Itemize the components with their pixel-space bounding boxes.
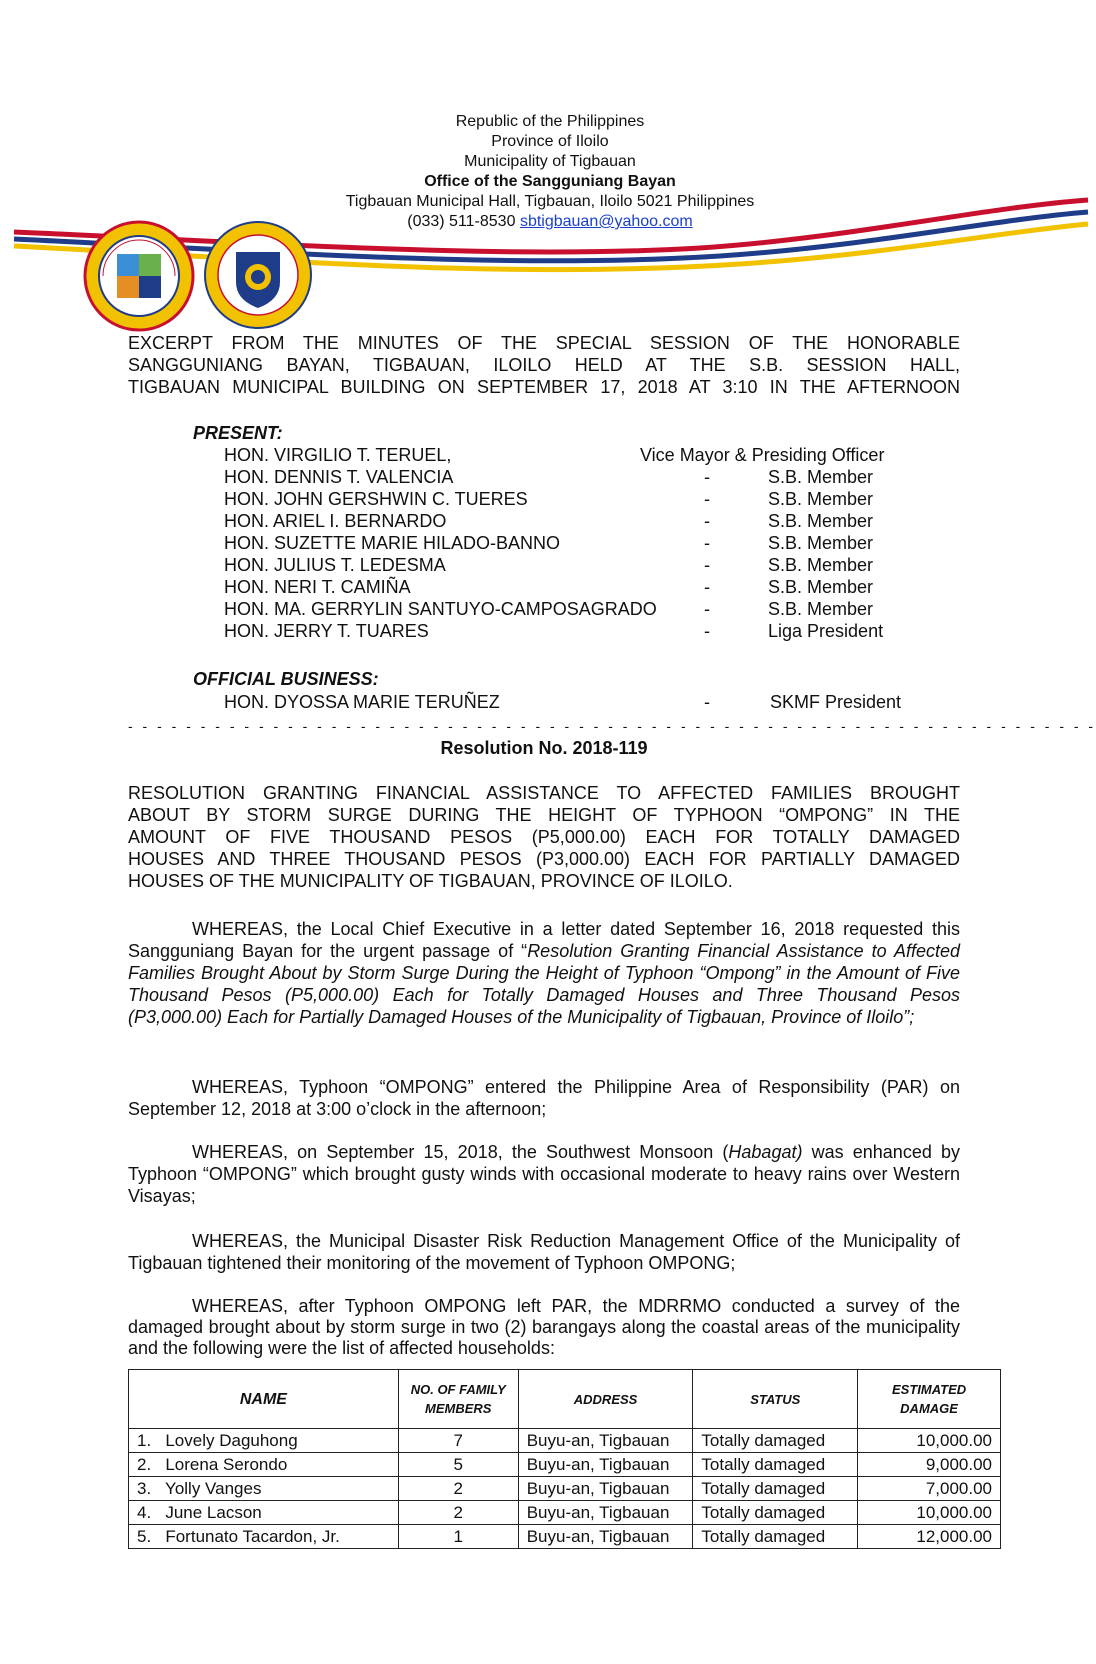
cell-address: Buyu-an, Tigbauan [518,1501,693,1525]
attendee-role: Liga President [768,621,884,641]
cell-estimated-damage: 9,000.00 [858,1453,1001,1477]
whereas-3-italic: Habagat) [728,1142,803,1162]
attendee-dash: - [704,621,710,641]
affected-households-table [128,1369,1001,1549]
attendee-role: S.B. Member [768,489,874,509]
letterhead-municipality: Municipality of Tigbauan [464,153,636,170]
cell-status: Totally damaged [693,1477,858,1501]
cell-address: Buyu-an, Tigbauan [518,1453,693,1477]
table-row [129,1501,1001,1525]
cell-name: 5. Fortunato Tacardon, Jr. [129,1525,399,1549]
whereas-1-italic: Resolution Granting Financial Assistance to Affected Families Brought About by Storm Surge During the Height of Typhoon “Ompong” in the Amount of Five Thousand Pesos (P5,000.00) Each for Totally Damaged Houses and Three Thousand Pesos (P3,000.00) Each for Partially Damaged Houses of the Municipality of Tigbauan, Province of Iloilo”; [128,941,961,1027]
resolution-title-line: RESOLUTION GRANTING FINANCIAL ASSISTANCE TO AFFECTED FAMILIES BROUGHT [128,783,960,803]
column-header-family-members: NO. OF FAMILY MEMBERS [398,1370,518,1429]
cell-status: Totally damaged [693,1501,858,1525]
attendee-role: S.B. Member [768,599,874,619]
cell-address: Buyu-an, Tigbauan [518,1429,693,1453]
attendee-name: HON. JOHN GERSHWIN C. TUERES [224,489,528,509]
table-row [129,1453,1001,1477]
attendee-row [224,555,964,577]
whereas-1-text: WHEREAS, the Local Chief Executive in a letter dated September 16, 2018 requested this Sangguniang Bayan for the urgent passage of “ [128,919,960,961]
cell-name: 1. Lovely Daguhong [129,1429,399,1453]
attendee-row [224,621,964,643]
excerpt-heading [128,332,960,398]
attendee-dash: - [704,511,710,531]
attendee-name: HON. DENNIS T. VALENCIA [224,467,454,487]
table-header-row [129,1370,1001,1429]
attendee-dash: - [704,599,710,619]
attendee-role: S.B. Member [768,511,874,531]
letterhead-office: Office of the Sangguniang Bayan [424,173,676,190]
table-row [129,1477,1001,1501]
attendee-row [224,467,964,489]
attendee-role: S.B. Member [768,555,874,575]
attendee-row [224,692,964,714]
resolution-title-line: ABOUT BY STORM SURGE DURING THE HEIGHT OF TYPHOON “OMPONG” IN THE [128,805,960,825]
cell-address: Buyu-an, Tigbauan [518,1525,693,1549]
attendee-row [224,577,964,599]
present-label: PRESENT: [193,423,283,443]
attendee-dash: - [704,489,710,509]
letterhead-contact [250,212,850,232]
excerpt-line-2: SANGGUNIANG BAYAN, TIGBAUAN, ILOILO HELD AT THE S.B. SESSION HALL, [128,355,960,375]
cell-name: 4. June Lacson [129,1501,399,1525]
sangguniang-bayan-seal-icon [203,220,313,330]
attendee-dash: - [704,577,710,597]
cell-status: Totally damaged [693,1429,858,1453]
cell-address: Buyu-an, Tigbauan [518,1477,693,1501]
attendee-role: S.B. Member [768,577,874,597]
resolution-title-line: HOUSES OF THE MUNICIPALITY OF TIGBAUAN, PROVINCE OF ILOILO. [128,871,733,891]
attendee-name: HON. NERI T. CAMIÑA [224,577,411,597]
attendee-role: SKMF President [770,692,902,712]
attendee-role: Vice Mayor & Presiding Officer [640,445,885,465]
attendee-row [224,533,964,555]
letterhead-email-link[interactable]: sbtigbauan@yahoo.com [519,213,693,230]
attendee-row [224,489,964,511]
whereas-clause-1 [128,918,960,1028]
resolution-number: Resolution No. 2018-119 [440,738,648,758]
attendee-row [224,445,964,467]
resolution-title-line: AMOUNT OF FIVE THOUSAND PESOS (P5,000.00) EACH FOR TOTALLY DAMAGED [128,827,960,847]
whereas-clause-3 [128,1141,960,1207]
letterhead [250,112,850,232]
cell-estimated-damage: 10,000.00 [858,1429,1001,1453]
attendee-name: HON. JULIUS T. LEDESMA [224,555,446,575]
whereas-clause-2: WHEREAS, Typhoon “OMPONG” entered the Philippine Area of Responsibility (PAR) on September 12, 2018 at 3:00 o’clock in the afternoon; [128,1077,960,1119]
attendee-dash: - [704,692,710,712]
attendee-name: HON. DYOSSA MARIE TERUÑEZ [224,692,500,712]
cell-status: Totally damaged [693,1525,858,1549]
municipality-seal-icon [83,220,195,332]
letterhead-address: Tigbauan Municipal Hall, Tigbauan, Iloilo 5021 Philippines [345,193,755,210]
cell-estimated-damage: 7,000.00 [858,1477,1001,1501]
attendee-name: HON. ARIEL I. BERNARDO [224,511,447,531]
attendee-name: HON. JERRY T. TUARES [224,621,429,641]
column-header-address: ADDRESS [518,1370,693,1429]
cell-estimated-damage: 10,000.00 [858,1501,1001,1525]
whereas-clause-5: WHEREAS, after Typhoon OMPONG left PAR, the MDRRMO conducted a survey of the damaged brought about by storm surge in two (2) barangays along the coastal areas of the municipality and the following were the list of affected households: [128,1296,960,1358]
attendee-role: S.B. Member [768,533,874,553]
letterhead-province: Province of Iloilo [491,133,609,150]
column-header-estimated-damage: ESTIMATED DAMAGE [858,1370,1001,1429]
cell-family-members: 7 [398,1429,518,1453]
attendee-name: HON. SUZETTE MARIE HILADO-BANNO [224,533,561,553]
resolution-title [128,782,960,892]
cell-family-members: 5 [398,1453,518,1477]
attendee-name: HON. MA. GERRYLIN SANTUYO-CAMPOSAGRADO [224,599,657,619]
cell-status: Totally damaged [693,1453,858,1477]
excerpt-line-3: TIGBAUAN MUNICIPAL BUILDING ON SEPTEMBER 17, 2018 AT 3:10 IN THE AFTERNOON [128,377,960,397]
cell-family-members: 2 [398,1501,518,1525]
table-row [129,1525,1001,1549]
attendee-row [224,599,964,621]
attendee-role: S.B. Member [768,467,874,487]
cell-name: 2. Lorena Serondo [129,1453,399,1477]
attendee-dash: - [704,533,710,553]
column-header-status: STATUS [693,1370,858,1429]
resolution-title-line: HOUSES AND THREE THOUSAND PESOS (P3,000.00) EACH FOR PARTIALLY DAMAGED [128,849,960,869]
cell-family-members: 2 [398,1477,518,1501]
whereas-clause-4: WHEREAS, the Municipal Disaster Risk Reduction Management Office of the Municipality of Tigbauan tightened their monitoring of the movement of Typhoon OMPONG; [128,1231,960,1273]
cell-estimated-damage: 12,000.00 [858,1525,1001,1549]
official-business-label: OFFICIAL BUSINESS: [193,669,379,689]
whereas-3-text-a: WHEREAS, on September 15, 2018, the Southwest Monsoon ( [192,1142,729,1162]
letterhead-country: Republic of the Philippines [455,113,645,130]
letterhead-phone: (033) 511-8530 [407,213,516,230]
attendee-dash: - [704,555,710,575]
column-header-name: NAME [129,1370,399,1429]
section-divider: - - - - - - - - - - - - - - - - - - - - - - - - - - - - - - - - - - - - - - - - - - - - - - - - - - - - - - - - - - - - - - - - - - - [128,718,1096,734]
table-row [129,1429,1001,1453]
attendee-name: HON. VIRGILIO T. TERUEL, [224,445,452,465]
attendee-dash: - [704,467,710,487]
excerpt-line-1: EXCERPT FROM THE MINUTES OF THE SPECIAL SESSION OF THE HONORABLE [128,333,960,353]
cell-name: 3. Yolly Vanges [129,1477,399,1501]
cell-family-members: 1 [398,1525,518,1549]
attendee-row [224,511,964,533]
whereas-3-text-b: was enhanced by Typhoon “OMPONG” which brought gusty winds with occasional moderate to heavy rains over Western Visayas; [128,1142,960,1206]
